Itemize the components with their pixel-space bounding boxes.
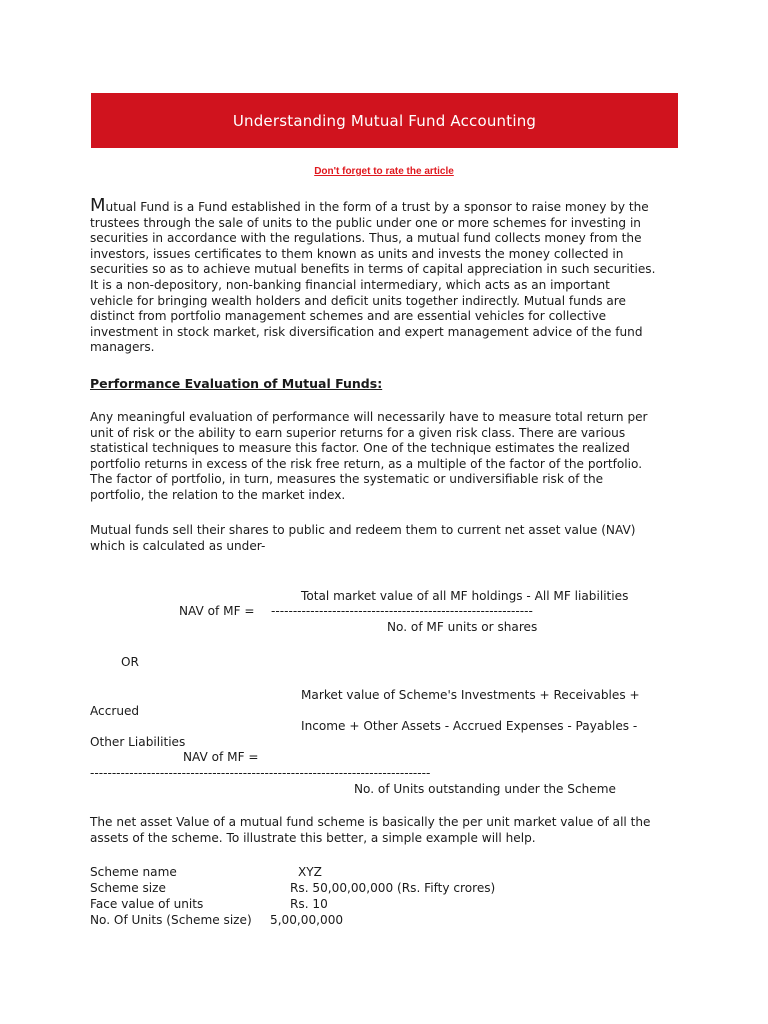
section-heading: Performance Evaluation of Mutual Funds: bbox=[90, 376, 383, 391]
formula2-divider: ------------------------------------------------------------------------------ bbox=[90, 766, 431, 780]
example-value-face-value: Rs. 10 bbox=[290, 897, 328, 911]
intro-line: securities in accordance with the regulations. Thus, a mutual fund collects money from the bbox=[90, 231, 642, 246]
example-label-scheme-size: Scheme size bbox=[90, 881, 166, 895]
page-title: Understanding Mutual Fund Accounting bbox=[232, 111, 537, 130]
paragraph-line: assets of the scheme. To illustrate this better, a simple example will help. bbox=[90, 830, 536, 845]
formula2-numerator-line2-wrap: Other Liabilities bbox=[90, 735, 186, 749]
intro-line: managers. bbox=[90, 340, 155, 355]
paragraph-line: The factor of portfolio, in turn, measures the systematic or undiversifiable risk of the bbox=[90, 472, 604, 487]
example-value-scheme-size: Rs. 50,00,00,000 (Rs. Fifty crores) bbox=[290, 881, 496, 895]
intro-paragraph bbox=[90, 195, 690, 356]
intro-line: securities so as to achieve mutual benefits in terms of capital appreciation in such securities. bbox=[90, 262, 656, 277]
formula2-numerator-line1: Market value of Scheme's Investments + Receivables + bbox=[301, 688, 640, 702]
intro-line: distinct from portfolio management schemes and are essential vehicles for collective bbox=[90, 309, 607, 324]
paragraph-line: Mutual funds sell their shares to public and redeem them to current net asset value (NAV) bbox=[90, 523, 636, 537]
intro-line: investors, issues certificates to them known as units and invests the money collected in bbox=[90, 246, 624, 261]
paragraph-line: unit of risk or the ability to earn superior returns for a given risk class. There are various bbox=[90, 425, 626, 440]
nav-intro-paragraph bbox=[90, 523, 690, 554]
paragraph-line: portfolio returns in excess of the risk free return, as a multiple of the factor of the portfolio. bbox=[90, 456, 643, 471]
example-label-units: No. Of Units (Scheme size) bbox=[90, 913, 252, 927]
paragraph-line: statistical techniques to measure this factor. One of the technique estimates the realized bbox=[90, 441, 630, 456]
example-value-scheme-name: XYZ bbox=[298, 865, 322, 879]
intro-line: trustees through the sale of units to the public under one or more schemes for investing in bbox=[90, 215, 641, 230]
dropcap: M bbox=[90, 195, 106, 216]
intro-line: investment in stock market, risk diversification and expert management advice of the fund bbox=[90, 324, 643, 339]
formula1-denominator: No. of MF units or shares bbox=[387, 620, 538, 634]
intro-line: vehicle for bringing wealth holders and deficit units together indirectly. Mutual funds are bbox=[90, 293, 626, 308]
or-label: OR bbox=[121, 655, 139, 669]
formula2-label: NAV of MF = bbox=[183, 750, 259, 764]
intro-line: It is a non-depository, non-banking financial intermediary, which acts as an important bbox=[90, 277, 610, 292]
nav-explanation-paragraph bbox=[90, 815, 690, 846]
formula2-denominator: No. of Units outstanding under the Scheme bbox=[354, 782, 616, 796]
example-value-units: 5,00,00,000 bbox=[270, 913, 344, 927]
example-label-face-value: Face value of units bbox=[90, 897, 204, 911]
paragraph-line: The net asset Value of a mutual fund scheme is basically the per unit market value of all the bbox=[90, 815, 651, 829]
formula1-label: NAV of MF = bbox=[179, 604, 255, 618]
intro-line: Mutual Fund is a Fund established in the form of a trust by a sponsor to raise money by the bbox=[90, 195, 649, 216]
example-label-scheme-name: Scheme name bbox=[90, 865, 177, 879]
paragraph-line: which is calculated as under- bbox=[90, 538, 266, 553]
formula2-numerator-line1-wrap: Accrued bbox=[90, 704, 140, 718]
formula1-divider: ------------------------------------------------------------ bbox=[271, 604, 533, 618]
title-banner bbox=[91, 93, 678, 148]
rate-article-link[interactable]: Don't forget to rate the article bbox=[314, 166, 454, 177]
paragraph-line: Any meaningful evaluation of performance will necessarily have to measure total return per bbox=[90, 410, 648, 424]
paragraph-line: portfolio, the relation to the market index. bbox=[90, 487, 346, 502]
performance-paragraph bbox=[90, 410, 690, 504]
formula2-numerator-line2: Income + Other Assets - Accrued Expenses - Payables - bbox=[301, 719, 638, 733]
formula1-numerator: Total market value of all MF holdings - All MF liabilities bbox=[301, 589, 629, 603]
